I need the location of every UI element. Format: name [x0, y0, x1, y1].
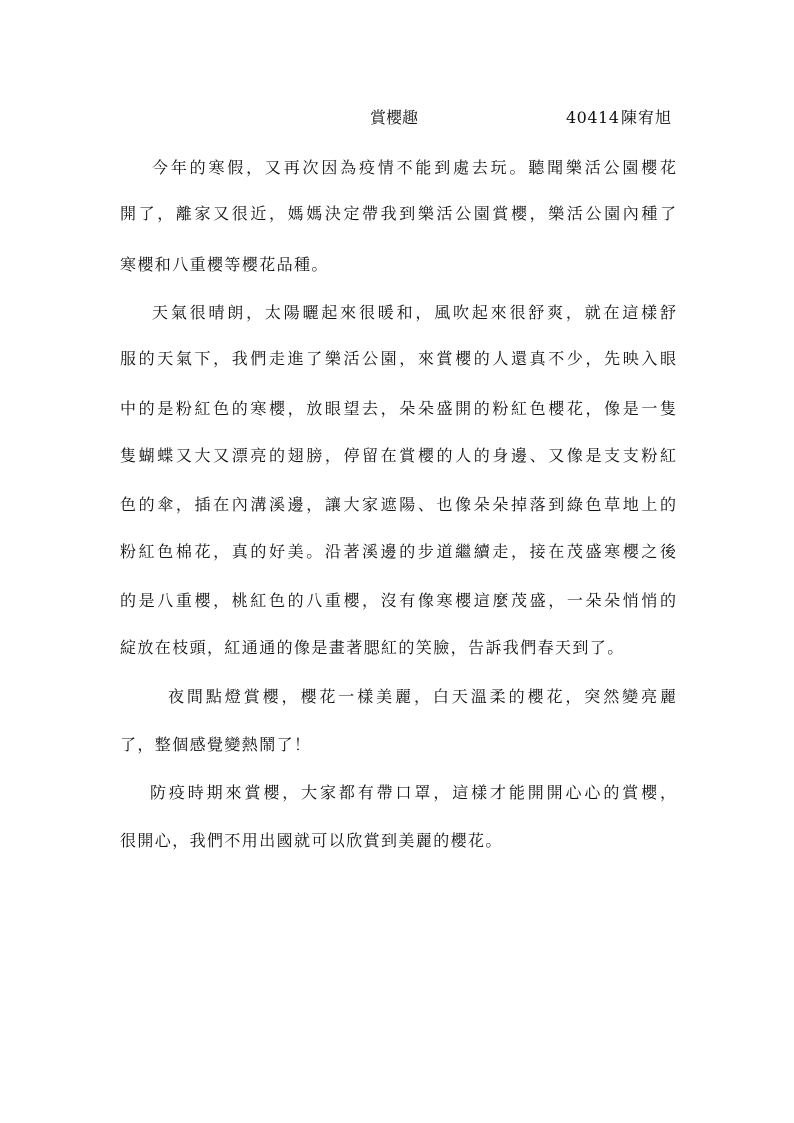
- header-line: [120, 106, 676, 130]
- paragraph-1-line-3: 寒櫻和八重櫻等櫻花品種。: [120, 255, 329, 274]
- paragraph-4-line-2: 很開心，我們不用出國就可以欣賞到美麗的櫻花。: [120, 831, 503, 850]
- paragraph-2-line-5: 色的傘，插在內溝溪邊，讓大家遮陽、也像朵朵掉落到綠色草地上的: [120, 495, 676, 514]
- paragraph-3-line-1: 夜間點燈賞櫻，櫻花一樣美麗，白天溫柔的櫻花，突然變亮麗: [168, 687, 676, 706]
- paragraph-3-line-2: 了，整個感覺變熱鬧了！: [120, 735, 312, 754]
- paragraph-2-line-2: 服的天氣下，我們走進了樂活公園，來賞櫻的人還真不少，先映入眼: [120, 349, 676, 368]
- paragraph-2-line-7: 的是八重櫻，桃紅色的八重櫻，沒有像寒櫻這麼茂盛，一朵朵悄悄的: [120, 591, 676, 610]
- essay-title: 賞櫻趣: [370, 108, 419, 127]
- paragraph-2-line-3: 中的是粉紅色的寒櫻，放眼望去，朵朵盛開的粉紅色櫻花，像是一隻: [120, 399, 676, 418]
- student-id: 40414: [566, 108, 620, 127]
- paragraph-1-line-2: 開了，離家又很近，媽媽決定帶我到樂活公園賞櫻，樂活公園內種了: [120, 204, 676, 223]
- student-name: 陳宥旭: [621, 108, 673, 127]
- paragraph-4-line-1: 防疫時期來賞櫻，大家都有帶口罩，這樣才能開開心心的賞櫻，: [150, 783, 676, 802]
- paragraph-2-line-6: 粉紅色棉花，真的好美。沿著溪邊的步道繼續走，接在茂盛寒櫻之後: [120, 542, 676, 561]
- paragraph-2-line-1: 天氣很晴朗，太陽曬起來很暖和，風吹起來很舒爽，就在這樣舒: [152, 303, 676, 322]
- paragraph-2-line-8: 綻放在枝頭，紅通通的像是畫著腮紅的笑臉，告訴我們春天到了。: [120, 638, 625, 657]
- paragraph-1-line-1: 今年的寒假，又再次因為疫情不能到處去玩。聽聞樂活公園櫻花: [152, 158, 676, 177]
- paragraph-2-line-4: 隻蝴蝶又大又漂亮的翅膀，停留在賞櫻的人的身邊、又像是支支粉紅: [120, 446, 676, 465]
